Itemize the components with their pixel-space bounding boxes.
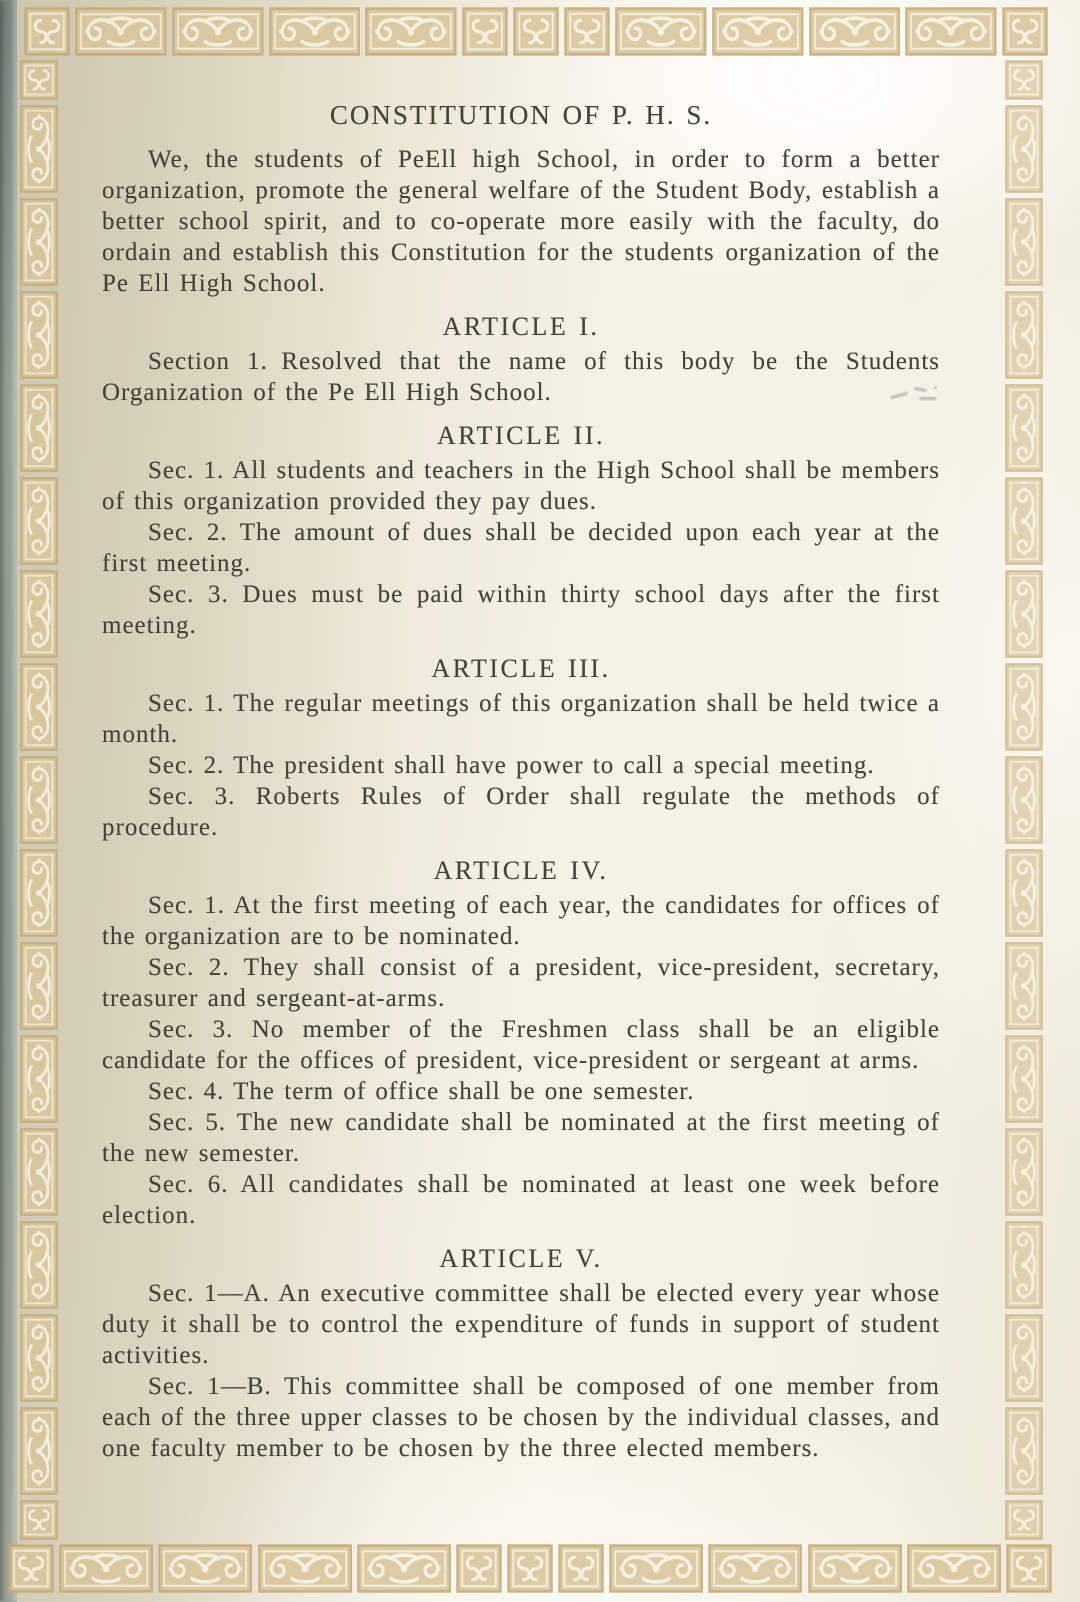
border-tile-floral-scroll-icon <box>20 942 58 1030</box>
article-3-section-2: Sec. 2. The president shall have power to call a special meeting. <box>148 752 875 779</box>
article-2-section-1: Sec. 1. All students and teachers in the High School shall be members of this organization provided they pay dues. <box>102 457 940 515</box>
border-tile-square-scroll-icon <box>558 1544 604 1593</box>
border-tile-floral-scroll-icon <box>1005 198 1043 286</box>
border-tile-floral-scroll-icon <box>20 105 58 193</box>
article-2-section-2: Sec. 2. The amount of dues shall be decided upon each year at the first meeting. <box>102 519 940 577</box>
article-4 <box>102 854 940 1231</box>
border-tile-square-scroll-icon <box>20 1500 58 1540</box>
border-tile-square-scroll-icon <box>507 1544 553 1593</box>
article-5 <box>102 1242 940 1464</box>
border-tile-floral-scroll-icon <box>20 570 58 658</box>
border-tile-floral-scroll-icon <box>609 1544 703 1593</box>
border-tile-square-scroll-icon <box>20 60 58 100</box>
border-tile-floral-scroll-icon <box>615 7 707 56</box>
article-4-section-1: Sec. 1. At the first meeting of each year, the candidates for offices of the organization are to be nominated. <box>102 892 940 950</box>
border-tile-square-scroll-icon <box>1006 1544 1052 1593</box>
border-tile-floral-scroll-icon <box>20 1035 58 1123</box>
border-tile-floral-scroll-icon <box>172 7 264 56</box>
border-tile-floral-scroll-icon <box>1005 663 1043 751</box>
border-tile-floral-scroll-icon <box>20 1314 58 1402</box>
article-5-section-1b: Sec. 1—B. This committee shall be composed of one member from each of the three upper classes to be chosen by the individual classes, and one faculty member to be chosen by the three elected members. <box>102 1373 940 1462</box>
border-tile-floral-scroll-icon <box>1005 1221 1043 1309</box>
border-tile-floral-scroll-icon <box>20 198 58 286</box>
border-tile-square-scroll-icon <box>24 7 70 56</box>
article-3-section-3: Sec. 3. Roberts Rules of Order shall regulate the methods of procedure. <box>102 783 940 841</box>
preamble-paragraph: We, the students of PeEll high School, in order to form a better organization, promote the general welfare of the Student Body, establish a better school spirit, and to co-operate more easily with the faculty, do ordain and establish this Constitution for the students organization of the Pe Ell High School. <box>102 146 940 297</box>
border-tile-square-scroll-icon <box>1002 7 1048 56</box>
border-tile-floral-scroll-icon <box>808 1544 902 1593</box>
article-2 <box>102 419 940 641</box>
article-4-section-3: Sec. 3. No member of the Freshmen class shall be an eligible candidate for the offices of president, vice-president or sergeant at arms. <box>102 1016 940 1074</box>
border-tile-square-scroll-icon <box>8 1544 54 1593</box>
border-tile-floral-scroll-icon <box>907 1544 1001 1593</box>
article-3-section-1: Sec. 1. The regular meetings of this organization shall be held twice a month. <box>102 690 940 748</box>
border-tile-floral-scroll-icon <box>1005 1407 1043 1495</box>
border-tile-floral-scroll-icon <box>20 849 58 937</box>
border-tile-floral-scroll-icon <box>712 7 804 56</box>
border-tile-floral-scroll-icon <box>20 756 58 844</box>
border-tile-floral-scroll-icon <box>1005 1035 1043 1123</box>
article-5-heading: ARTICLE V. <box>439 1244 603 1273</box>
article-1-section-1: Section 1. Resolved that the name of this body be the Students Organization of the Pe Ell High School. <box>102 348 940 406</box>
border-tile-floral-scroll-icon <box>365 7 457 56</box>
article-2-heading: ARTICLE II. <box>436 421 606 450</box>
border-tile-floral-scroll-icon <box>20 1221 58 1309</box>
article-3-heading: ARTICLE III. <box>431 654 611 683</box>
border-tile-floral-scroll-icon <box>158 1544 252 1593</box>
border-tile-floral-scroll-icon <box>20 1128 58 1216</box>
border-tile-floral-scroll-icon <box>20 1407 58 1495</box>
border-tile-floral-scroll-icon <box>1005 105 1043 193</box>
border-tile-floral-scroll-icon <box>75 7 167 56</box>
article-2-section-3: Sec. 3. Dues must be paid within thirty school days after the first meeting. <box>102 581 940 639</box>
border-tile-floral-scroll-icon <box>1005 1314 1043 1402</box>
border-tile-floral-scroll-icon <box>20 663 58 751</box>
article-4-heading: ARTICLE IV. <box>433 856 609 885</box>
border-tile-floral-scroll-icon <box>905 7 997 56</box>
border-tile-square-scroll-icon <box>462 7 508 56</box>
article-1 <box>102 310 940 408</box>
article-1-heading: ARTICLE I. <box>442 312 600 341</box>
ornamental-border-right <box>1005 60 1043 1540</box>
border-tile-floral-scroll-icon <box>1005 570 1043 658</box>
border-tile-square-scroll-icon <box>1005 60 1043 100</box>
border-tile-floral-scroll-icon <box>20 384 58 472</box>
page-title: CONSTITUTION OF P. H. S. <box>329 100 713 130</box>
border-tile-square-scroll-icon <box>513 7 559 56</box>
ornamental-border-top <box>24 7 1048 56</box>
page-content <box>102 99 940 1464</box>
border-tile-floral-scroll-icon <box>1005 384 1043 472</box>
border-tile-floral-scroll-icon <box>269 7 361 56</box>
border-tile-floral-scroll-icon <box>357 1544 451 1593</box>
border-tile-floral-scroll-icon <box>1005 1128 1043 1216</box>
border-tile-floral-scroll-icon <box>1005 942 1043 1030</box>
article-5-section-1a: Sec. 1—A. An executive committee shall be elected every year whose duty it shall be to control the expenditure of funds in support of student activities. <box>102 1280 940 1369</box>
book-binding-edge <box>0 0 17 1602</box>
border-tile-square-scroll-icon <box>1005 1500 1043 1540</box>
article-3 <box>102 652 940 843</box>
border-tile-floral-scroll-icon <box>1005 849 1043 937</box>
border-tile-square-scroll-icon <box>564 7 610 56</box>
pencil-smudge <box>888 382 950 410</box>
border-tile-floral-scroll-icon <box>1005 477 1043 565</box>
ornamental-border-bottom <box>8 1544 1052 1593</box>
border-tile-floral-scroll-icon <box>1005 291 1043 379</box>
article-4-section-4: Sec. 4. The term of office shall be one semester. <box>148 1078 695 1105</box>
border-tile-floral-scroll-icon <box>258 1544 352 1593</box>
ornamental-border-left <box>20 60 58 1540</box>
border-tile-floral-scroll-icon <box>59 1544 153 1593</box>
article-4-section-6: Sec. 6. All candidates shall be nominated at least one week before election. <box>102 1171 940 1229</box>
border-tile-floral-scroll-icon <box>20 477 58 565</box>
border-tile-floral-scroll-icon <box>20 291 58 379</box>
border-tile-floral-scroll-icon <box>1005 756 1043 844</box>
border-tile-floral-scroll-icon <box>708 1544 802 1593</box>
border-tile-floral-scroll-icon <box>809 7 901 56</box>
article-4-section-5: Sec. 5. The new candidate shall be nominated at the first meeting of the new semester. <box>102 1109 940 1167</box>
border-tile-square-scroll-icon <box>456 1544 502 1593</box>
article-4-section-2: Sec. 2. They shall consist of a president, vice-president, secretary, treasurer and sergeant-at-arms. <box>102 954 940 1012</box>
